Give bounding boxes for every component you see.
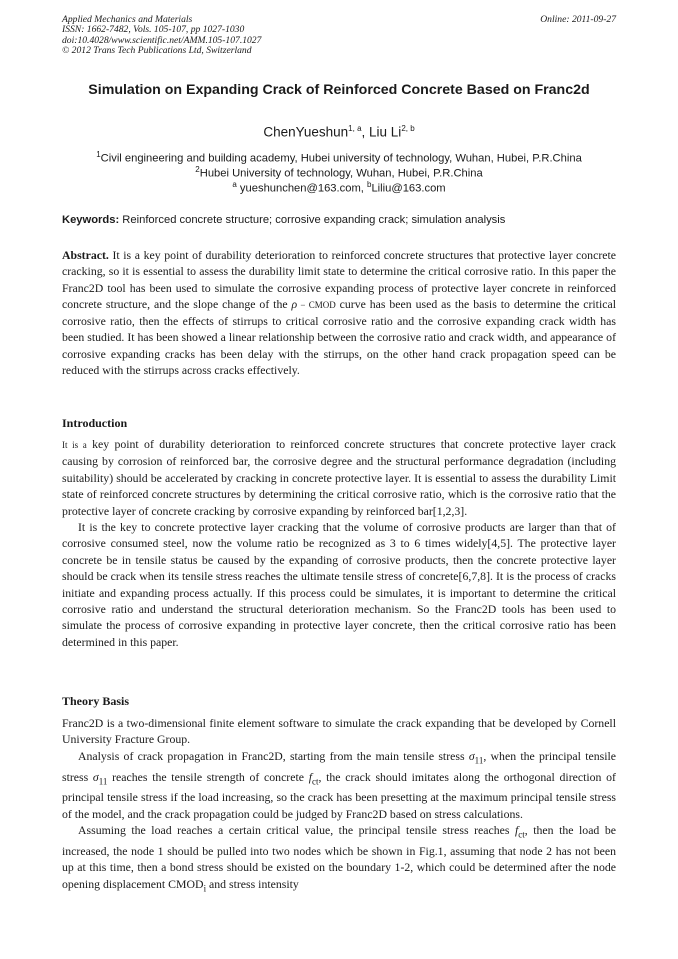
math-f-2: f xyxy=(515,823,519,838)
math-f-sub: ct xyxy=(311,775,319,786)
keywords xyxy=(62,213,616,227)
abstract-text-2: curve has been used as the basis to determine the critical corrosive ratio, then the effects of stirrups to critical corrosive ratio and the corrosive expanding crack width has been studied. It has been showed a linear relationship between the corrosive ratio and crack width, and appearance of corrosive expanding cracks has been delay with the stirrups, on the other hand crack propagation speed can be reduced with the stirrups across cracks effectively. xyxy=(62,296,616,378)
math-f-sub-2: ct xyxy=(518,829,525,840)
author-separator: , xyxy=(361,124,370,140)
theory-p3-a: Assuming the load reaches a certain critical value, the principal tensile stress reaches xyxy=(78,823,515,838)
doi-line: doi:10.4028/www.scientific.net/AMM.105-107.1027 xyxy=(62,34,262,46)
issn-line: ISSN: 1662-7482, Vols. 105-107, pp 1027-1030 xyxy=(62,24,245,36)
author-line xyxy=(62,121,616,141)
affiliation-2-text: Hubei University of technology, Wuhan, Hubei, P.R.China xyxy=(199,167,483,180)
introduction-paragraph-2: It is the key to concrete protective layer cracking that the volume of corrosive products are larger than that of corrosive consumed steel, now the volume ratio be recognized as 3 to 6 times widely[4,5]. The protective layer concrete be in tensile status be caused by the expanding of corrosive products, then the concrete protective layer should be crack when its tensile stress reaches the ultimate tensile stress of concrete[6,7,8]. It is the process of cracks initiate and expanding process actually. If this process could be simulates, it is important to determine the critical corrosive ratio and understand the structural deterioration mechanism. So the Franc2D tools has been used to simulate the process of corrosive expanding in protective layer concrete, then the critical corrosive ratio has been determined in this paper. xyxy=(62,520,616,649)
online-date: Online: 2011-09-27 xyxy=(540,14,616,25)
theory-p2-b: , when the principal tensile stress xyxy=(62,748,616,784)
abstract-text-1: It is a key point of durability deterioration to reinforced concrete structures that protective layer concrete cracking, so it is essential to assess the durability limit state to determine the critical corrosive ratio. In this paper the Franc2D tool has been used to simulate the corrosive expanding process of protective layer concrete in reinforced concrete structure, and the slope change of the xyxy=(62,248,616,311)
introduction-paragraph-1 xyxy=(62,436,616,519)
email-b: Liliu@163.com xyxy=(371,182,446,195)
email-a: yueshunchen@163.com, xyxy=(236,182,367,195)
author-2-affil: 2, b xyxy=(401,124,415,133)
theory-body xyxy=(62,715,616,897)
theory-p2-d: , the crack should imitates along the orthogonal direction of principal tensile stress if the load increasing, so the crack has been presetting at the maximum principal tensile stress of the model, and the crack propagation could be judged by Franc2D based on stress calculations. xyxy=(62,769,616,821)
author-1-affil: 1, a xyxy=(348,124,362,133)
math-cmod: − CMOD xyxy=(297,299,336,310)
introduction-p1-text: key point of durability deterioration to reinforced concrete structures that concrete protective layer crack causing by corrosion of reinforced bar, the corrosive degree and the structural performance degradation (including suitability) should be accelerated by cracking in concrete protective layer. It is essential to assess the durability Limit state of reinforced concrete structures by determining the critical corrosive ratio, which is the corrosive ratio that the protective layer of concrete cracking by corrosive expanding by reinforced bar[1,2,3]. xyxy=(62,437,616,518)
math-sigma-2: σ xyxy=(92,769,99,784)
journal-header xyxy=(62,15,616,57)
email-a-mark: a xyxy=(232,180,237,189)
theory-paragraph-2 xyxy=(62,748,616,822)
paper-title: Simulation on Expanding Crack of Reinforced Concrete Based on Franc2d xyxy=(88,82,590,98)
abstract-label: Abstract. xyxy=(62,248,109,262)
math-rho: ρ xyxy=(291,296,298,311)
affiliation-2-number: 2 xyxy=(195,165,200,174)
journal-name: Applied Mechanics and Materials xyxy=(62,14,193,25)
math-sigma-sub-2: 11 xyxy=(98,775,108,786)
math-sigma-sub: 11 xyxy=(474,755,484,766)
theory-p2-c: reaches the tensile strength of concrete xyxy=(107,769,309,784)
email-b-mark: b xyxy=(366,180,372,189)
theory-p3-b: , then the load be increased, the node 1 should be pulled into two nodes which be shown in Fig.1, assuming that node 2 has not been up at this time, then a bond stress should be existed on the boundary 1-2, which could be determined after the node opening displacement xyxy=(62,823,616,891)
email-line xyxy=(62,178,616,196)
math-sigma: σ xyxy=(468,748,475,763)
theory-heading: Theory Basis xyxy=(62,694,130,708)
affiliation-1-number: 1 xyxy=(96,150,101,159)
introduction-body xyxy=(62,436,616,650)
math-cmod-2: CMOD xyxy=(168,876,204,891)
abstract xyxy=(62,247,616,378)
affiliation-1-text: Civil engineering and building academy, Hubei university of technology, Wuhan, Hubei, P.R.China xyxy=(100,152,582,165)
introduction-lead: It is a xyxy=(62,440,87,450)
introduction-heading: Introduction xyxy=(62,416,128,430)
theory-p3-c: and stress intensity xyxy=(206,876,299,891)
keywords-label: Keywords: xyxy=(62,214,120,226)
theory-paragraph-3 xyxy=(62,822,616,896)
math-cmod-sub: i xyxy=(203,883,207,894)
author-2: Liu Li xyxy=(369,124,402,140)
math-f: f xyxy=(308,769,312,784)
theory-p2-a: Analysis of crack propagation in Franc2D, starting from the main tensile stress xyxy=(78,748,469,763)
copyright-line: © 2012 Trans Tech Publications Ltd, Switzerland xyxy=(62,45,252,57)
author-1: ChenYueshun xyxy=(263,124,349,140)
theory-paragraph-1: Franc2D is a two-dimensional finite element software to simulate the crack expanding that be developed by Cornell University Fracture Group. xyxy=(62,716,616,747)
keywords-text: Reinforced concrete structure; corrosive expanding crack; simulation analysis xyxy=(119,214,506,226)
